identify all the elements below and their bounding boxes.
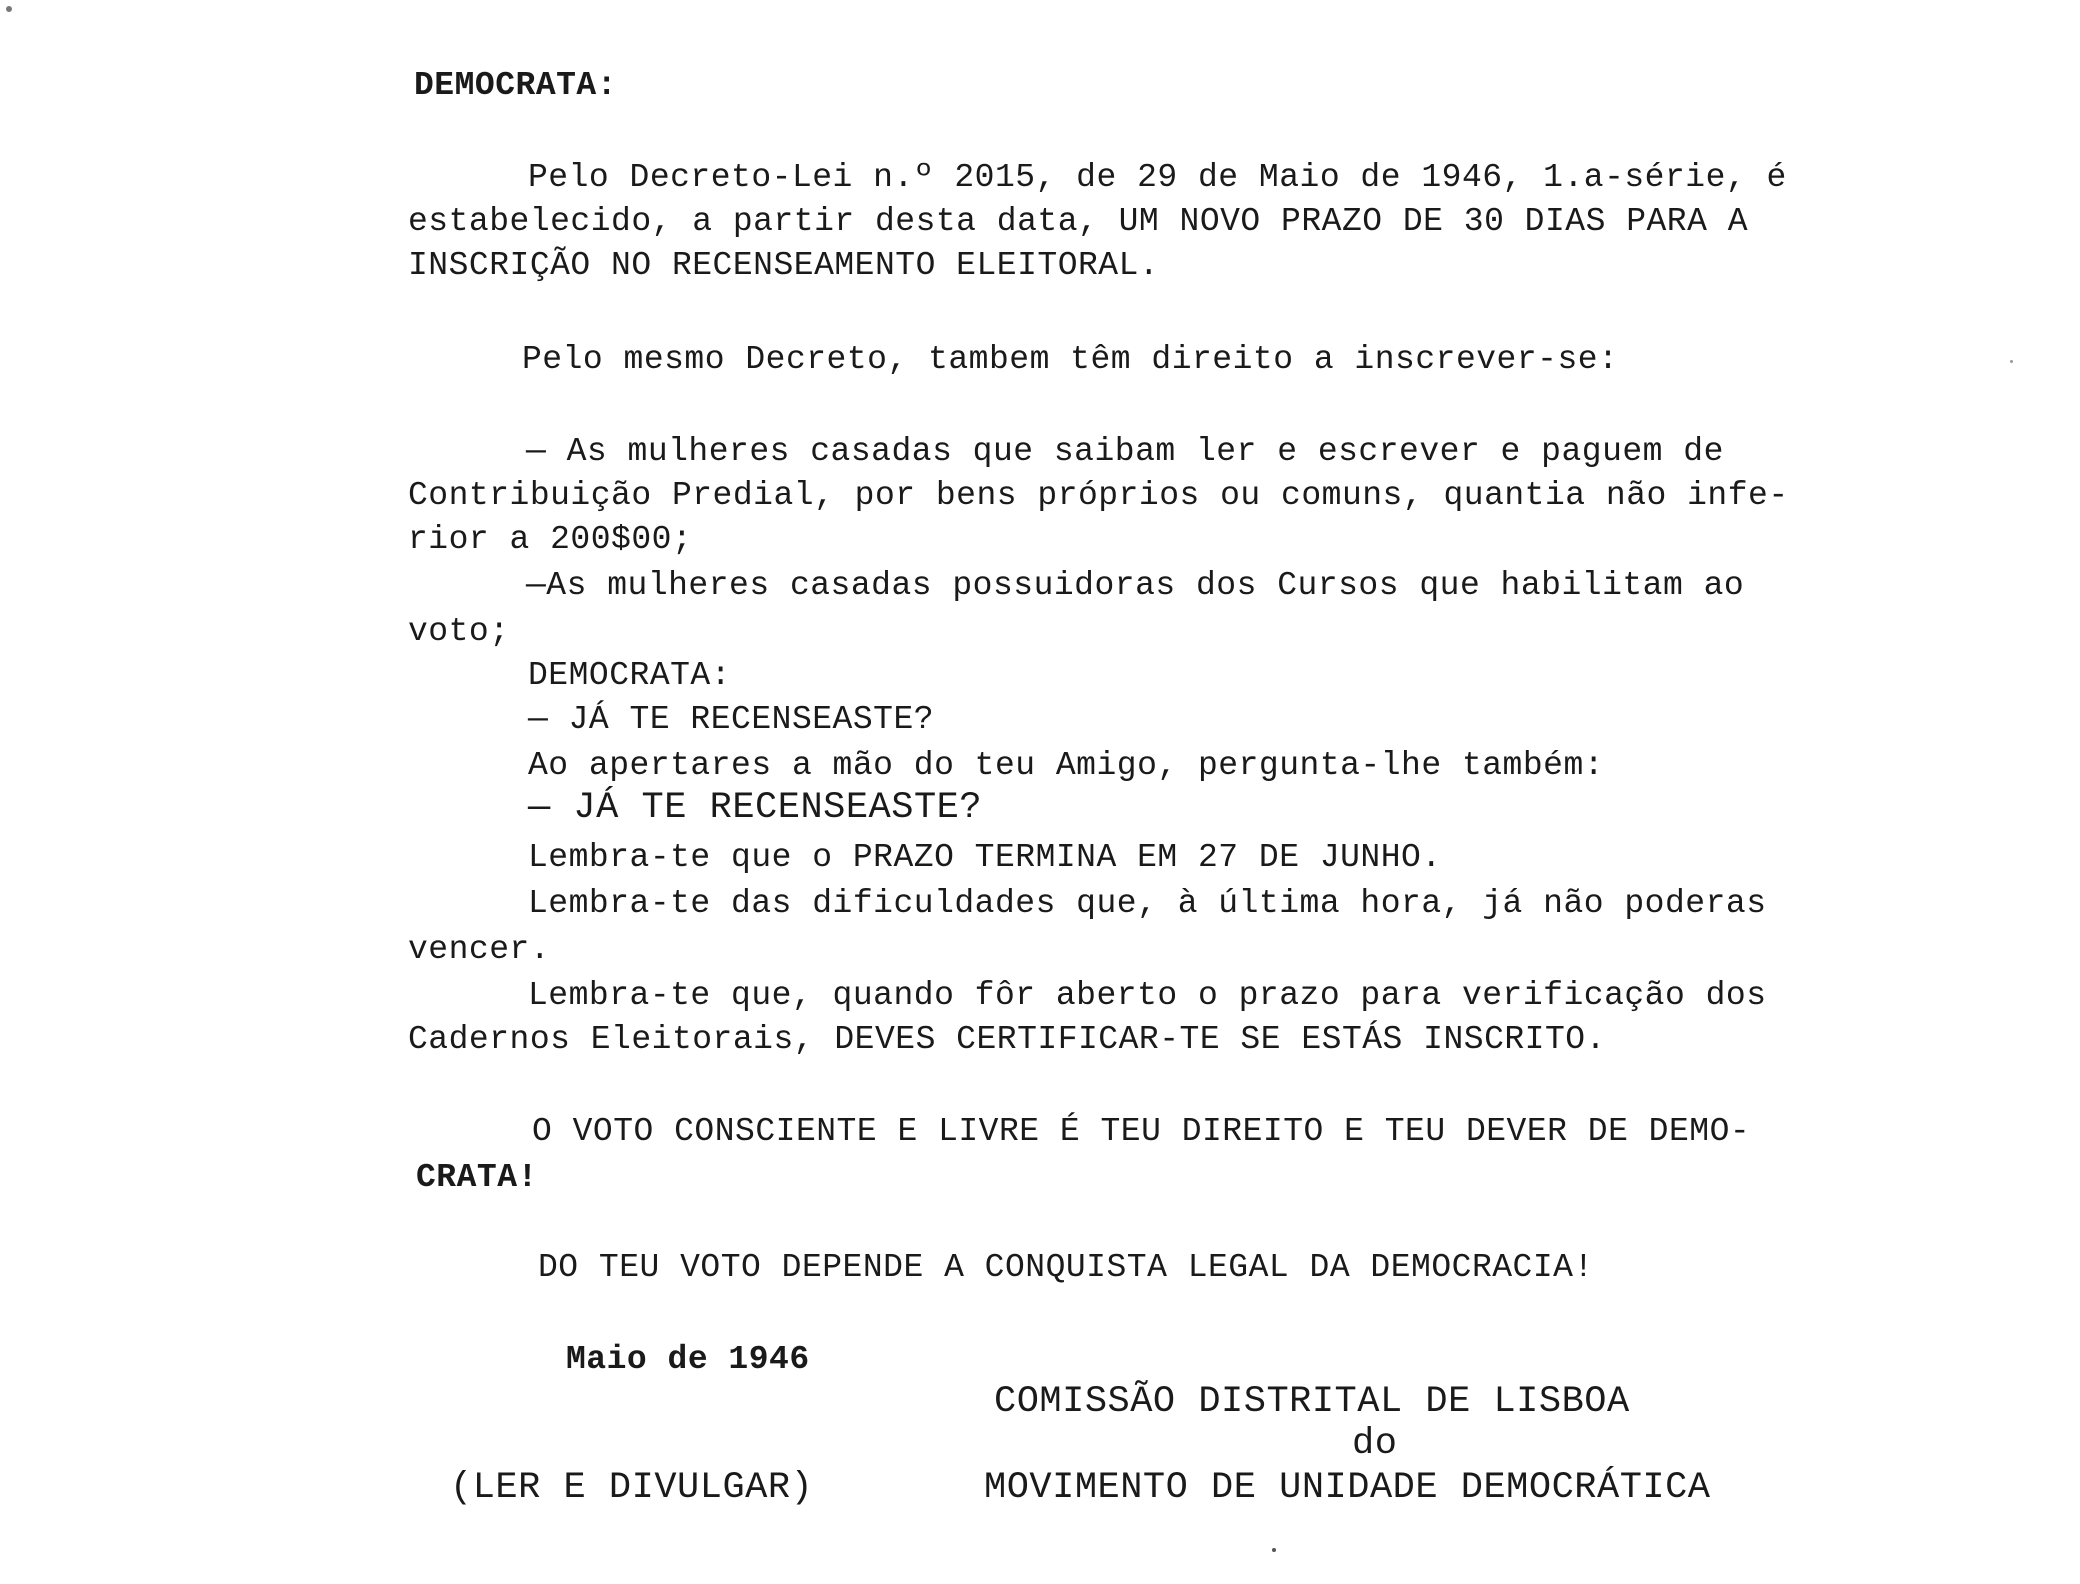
appeal-difficulties-line-1: Lembra-te das dificuldades que, à última hora, já não poderas <box>528 885 1767 922</box>
paragraph-1-line-2: estabelecido, a partir desta data, UM NOVO PRAZO DE 30 DIAS PARA A <box>408 203 1749 240</box>
appeal-friend-line: Ao apertares a mão do teu Amigo, pergunta-lhe também: <box>528 747 1605 784</box>
appeal-verification-line-1: Lembra-te que, quando fôr aberto o prazo para verificação dos <box>528 977 1767 1014</box>
item-2-line-1: —As mulheres casadas possuidoras dos Cursos que habilitam ao <box>526 567 1745 604</box>
appeal-difficulties-line-2: vencer. <box>408 931 551 968</box>
paper-speck <box>2010 360 2013 363</box>
appeal-deadline: Lembra-te que o PRAZO TERMINA EM 27 DE JUNHO. <box>528 839 1442 876</box>
appeal-question-2: — JÁ TE RECENSEASTE? <box>528 787 983 829</box>
paragraph-1-line-1: Pelo Decreto-Lei n.º 2015, de 29 de Maio de 1946, 1.a-série, é <box>528 159 1787 196</box>
heading: DEMOCRATA: <box>414 67 618 104</box>
appeal-verification-line-2: Cadernos Eleitorais, DEVES CERTIFICAR-TE SE ESTÁS INSCRITO. <box>408 1021 1606 1058</box>
item-1-line-3: rior a 200$00; <box>408 521 693 558</box>
signature-line-1: COMISSÃO DISTRITAL DE LISBOA <box>994 1381 1630 1423</box>
paragraph-1-line-3: INSCRIÇÃO NO RECENSEAMENTO ELEITORAL. <box>408 247 1160 284</box>
appeal-question-1: — JÁ TE RECENSEASTE? <box>528 701 935 738</box>
signature-line-3: MOVIMENTO DE UNIDADE DEMOCRÁTICA <box>984 1467 1711 1509</box>
vote-statement-line-2: CRATA! <box>416 1159 538 1196</box>
paper-speck <box>6 6 12 12</box>
item-1-line-1: — As mulheres casadas que saibam ler e escrever e paguem de <box>526 433 1724 470</box>
item-2-line-2: voto; <box>408 613 510 650</box>
date: Maio de 1946 <box>566 1341 810 1378</box>
item-1-line-2: Contribuição Predial, por bens próprios ou comuns, quantia não infe- <box>408 477 1789 514</box>
paper-speck <box>1272 1548 1276 1552</box>
signature-line-2: do <box>1352 1423 1398 1465</box>
vote-statement-line-1: O VOTO CONSCIENTE E LIVRE É TEU DIREITO E TEU DEVER DE DEMO- <box>532 1113 1751 1150</box>
paragraph-2: Pelo mesmo Decreto, tambem têm direito a inscrever-se: <box>522 341 1619 378</box>
slogan: DO TEU VOTO DEPENDE A CONQUISTA LEGAL DA DEMOCRACIA! <box>538 1249 1594 1286</box>
footer-note: (LER E DIVULGAR) <box>450 1467 814 1509</box>
appeal-label: DEMOCRATA: <box>528 657 732 694</box>
